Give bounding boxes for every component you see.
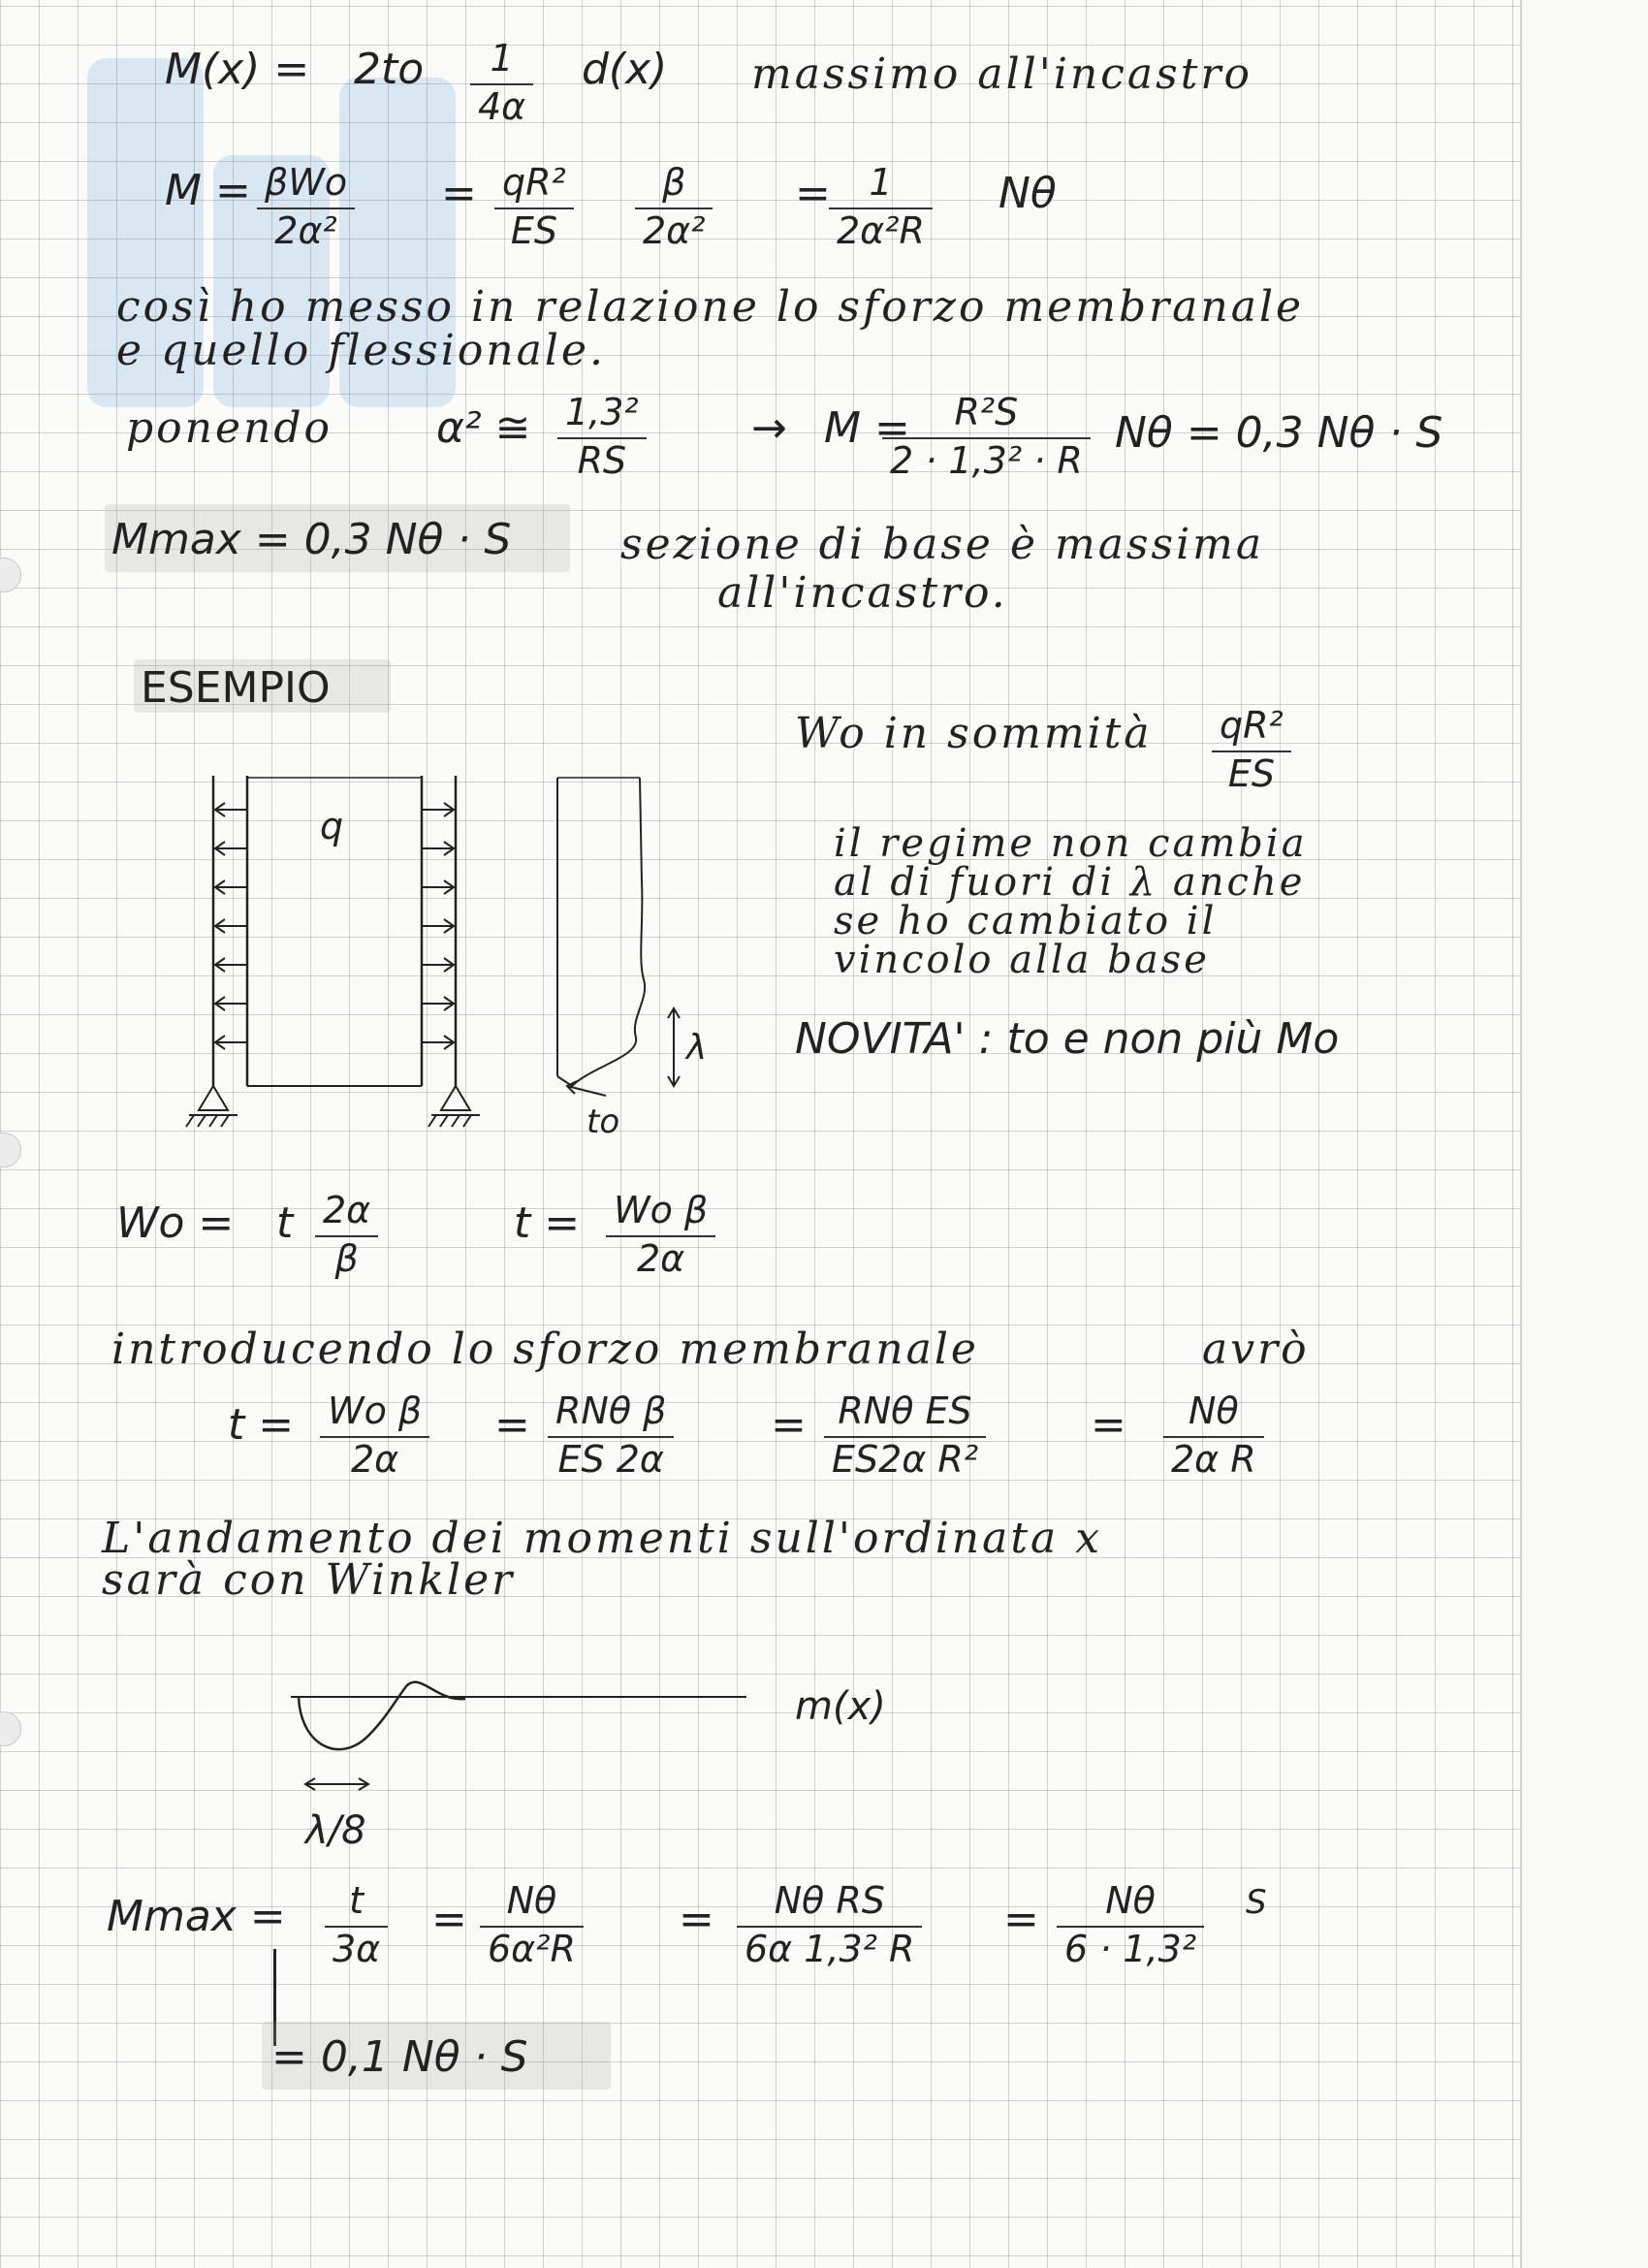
eq12-frac1: t 3α — [325, 1881, 388, 1970]
eq7-frac2: Wo β 2α — [606, 1191, 715, 1280]
eq12-frac2: Nθ 6α²R — [480, 1881, 584, 1970]
eq2-equals2: = — [795, 169, 831, 218]
eq9-eq1: = — [494, 1400, 530, 1450]
pressure-arrows-left — [215, 803, 247, 1049]
eq9-frac1: Wo β 2α — [320, 1391, 429, 1481]
eq2-frac3: β 2α² — [635, 163, 713, 252]
text-line6-note: sezione di base è massima — [620, 520, 1265, 569]
note-r3: se ho cambiato il — [834, 899, 1218, 943]
eq12-eq1: = — [431, 1895, 467, 1944]
text-line4: e quello flessionale. — [116, 326, 606, 375]
text-line10: L'andamento dei momenti sull'ordinata x — [102, 1514, 1103, 1563]
note-wo: Wo in sommità — [795, 709, 1153, 758]
hinge-support-icon — [428, 1086, 480, 1127]
note-novita: NOVITA' : to e non più Mo — [795, 1014, 1340, 1064]
eq12-lhs: Mmax = — [107, 1892, 286, 1941]
eq2-frac4: 1 2α²R — [829, 163, 933, 252]
pressure-arrows-right — [422, 803, 454, 1049]
note-r4: vincolo alla base — [834, 938, 1210, 982]
eq1-fn: d(x) — [582, 45, 668, 94]
note-r2: al di fuori di λ anche — [834, 860, 1306, 905]
text-line8: introducendo lo sforzo membranale — [111, 1325, 979, 1374]
text-line3: così ho messo in relazione lo sforzo membranale — [116, 282, 1305, 332]
eq1-den: 4α — [478, 84, 526, 128]
eq9-frac2: RNθ β ES 2α — [548, 1391, 674, 1481]
eq5-frac2: R²S 2 · 1,3² · R — [882, 393, 1091, 482]
eq6-mmax: Mmax = 0,3 Nθ · S — [111, 515, 512, 564]
eq2-tail: Nθ — [998, 169, 1057, 218]
lambda8-label: λ/8 — [305, 1808, 366, 1853]
eq1-note: massimo all'incastro — [751, 49, 1252, 99]
eq2-equals: = — [441, 169, 477, 218]
eq5-alpha: α² ≅ — [436, 403, 531, 453]
eq7-t: t — [276, 1198, 294, 1248]
hinge-support-icon — [186, 1086, 238, 1127]
eq9-eq3: = — [1091, 1400, 1126, 1450]
load-label-q: q — [320, 805, 344, 847]
eq12-s: S — [1246, 1883, 1267, 1922]
heading-esempio: ESEMPIO — [141, 663, 331, 713]
eq1-num: 1 — [490, 37, 514, 80]
eq2-frac1: βWo 2α² — [257, 163, 355, 252]
eq9-eq2: = — [771, 1400, 807, 1450]
eq7-lhs: Wo = — [116, 1198, 235, 1248]
cylinder-diagram — [174, 766, 717, 1144]
to-label: to — [586, 1102, 620, 1141]
eq9-frac3: RNθ ES ES2α R² — [824, 1391, 986, 1481]
text-line6-note2: all'incastro. — [717, 568, 1008, 618]
eq12-frac4: Nθ 6 · 1,3² — [1057, 1881, 1204, 1970]
watermark-logo — [68, 19, 514, 543]
lambda-label: λ — [686, 1028, 708, 1068]
eq2-lhs: M = — [165, 166, 251, 215]
note-wo-fraction: qR² ES — [1212, 706, 1291, 795]
text-ponendo: ponendo — [126, 403, 333, 453]
eq5-frac1: 1,3² RS — [557, 393, 647, 482]
text-line8-tail: avrò — [1202, 1325, 1310, 1374]
eq7-frac1: 2α β — [315, 1191, 378, 1280]
eq9-frac4: Nθ 2α R — [1163, 1391, 1264, 1481]
moment-label: m(x) — [795, 1684, 886, 1729]
text-line11: sarà con Winkler — [102, 1555, 516, 1605]
eq1-lhs: M(x) = — [165, 45, 310, 94]
punch-hole — [0, 1133, 21, 1167]
eq12-frac3: Nθ RS 6α 1,3² R — [737, 1881, 922, 1970]
eq5-m: M = — [824, 403, 910, 453]
eq12-eq2: = — [679, 1895, 714, 1944]
eq5-result: Nθ = 0,3 Nθ · S — [1115, 408, 1443, 458]
eq9-lhs: t = — [228, 1400, 295, 1450]
note-r1: il regime non cambia — [834, 821, 1308, 866]
eq1-coef: 2to — [354, 45, 425, 94]
eq7-rhs: t = — [514, 1198, 581, 1248]
eq12-eq3: = — [1003, 1895, 1039, 1944]
arrow-icon: → — [751, 403, 787, 453]
punch-hole — [0, 1711, 21, 1746]
punch-hole — [0, 558, 21, 592]
eq2-frac2: qR² ES — [494, 163, 574, 252]
eq13-result: = 0,1 Nθ · S — [271, 2032, 528, 2082]
eq1-fraction — [470, 39, 533, 128]
